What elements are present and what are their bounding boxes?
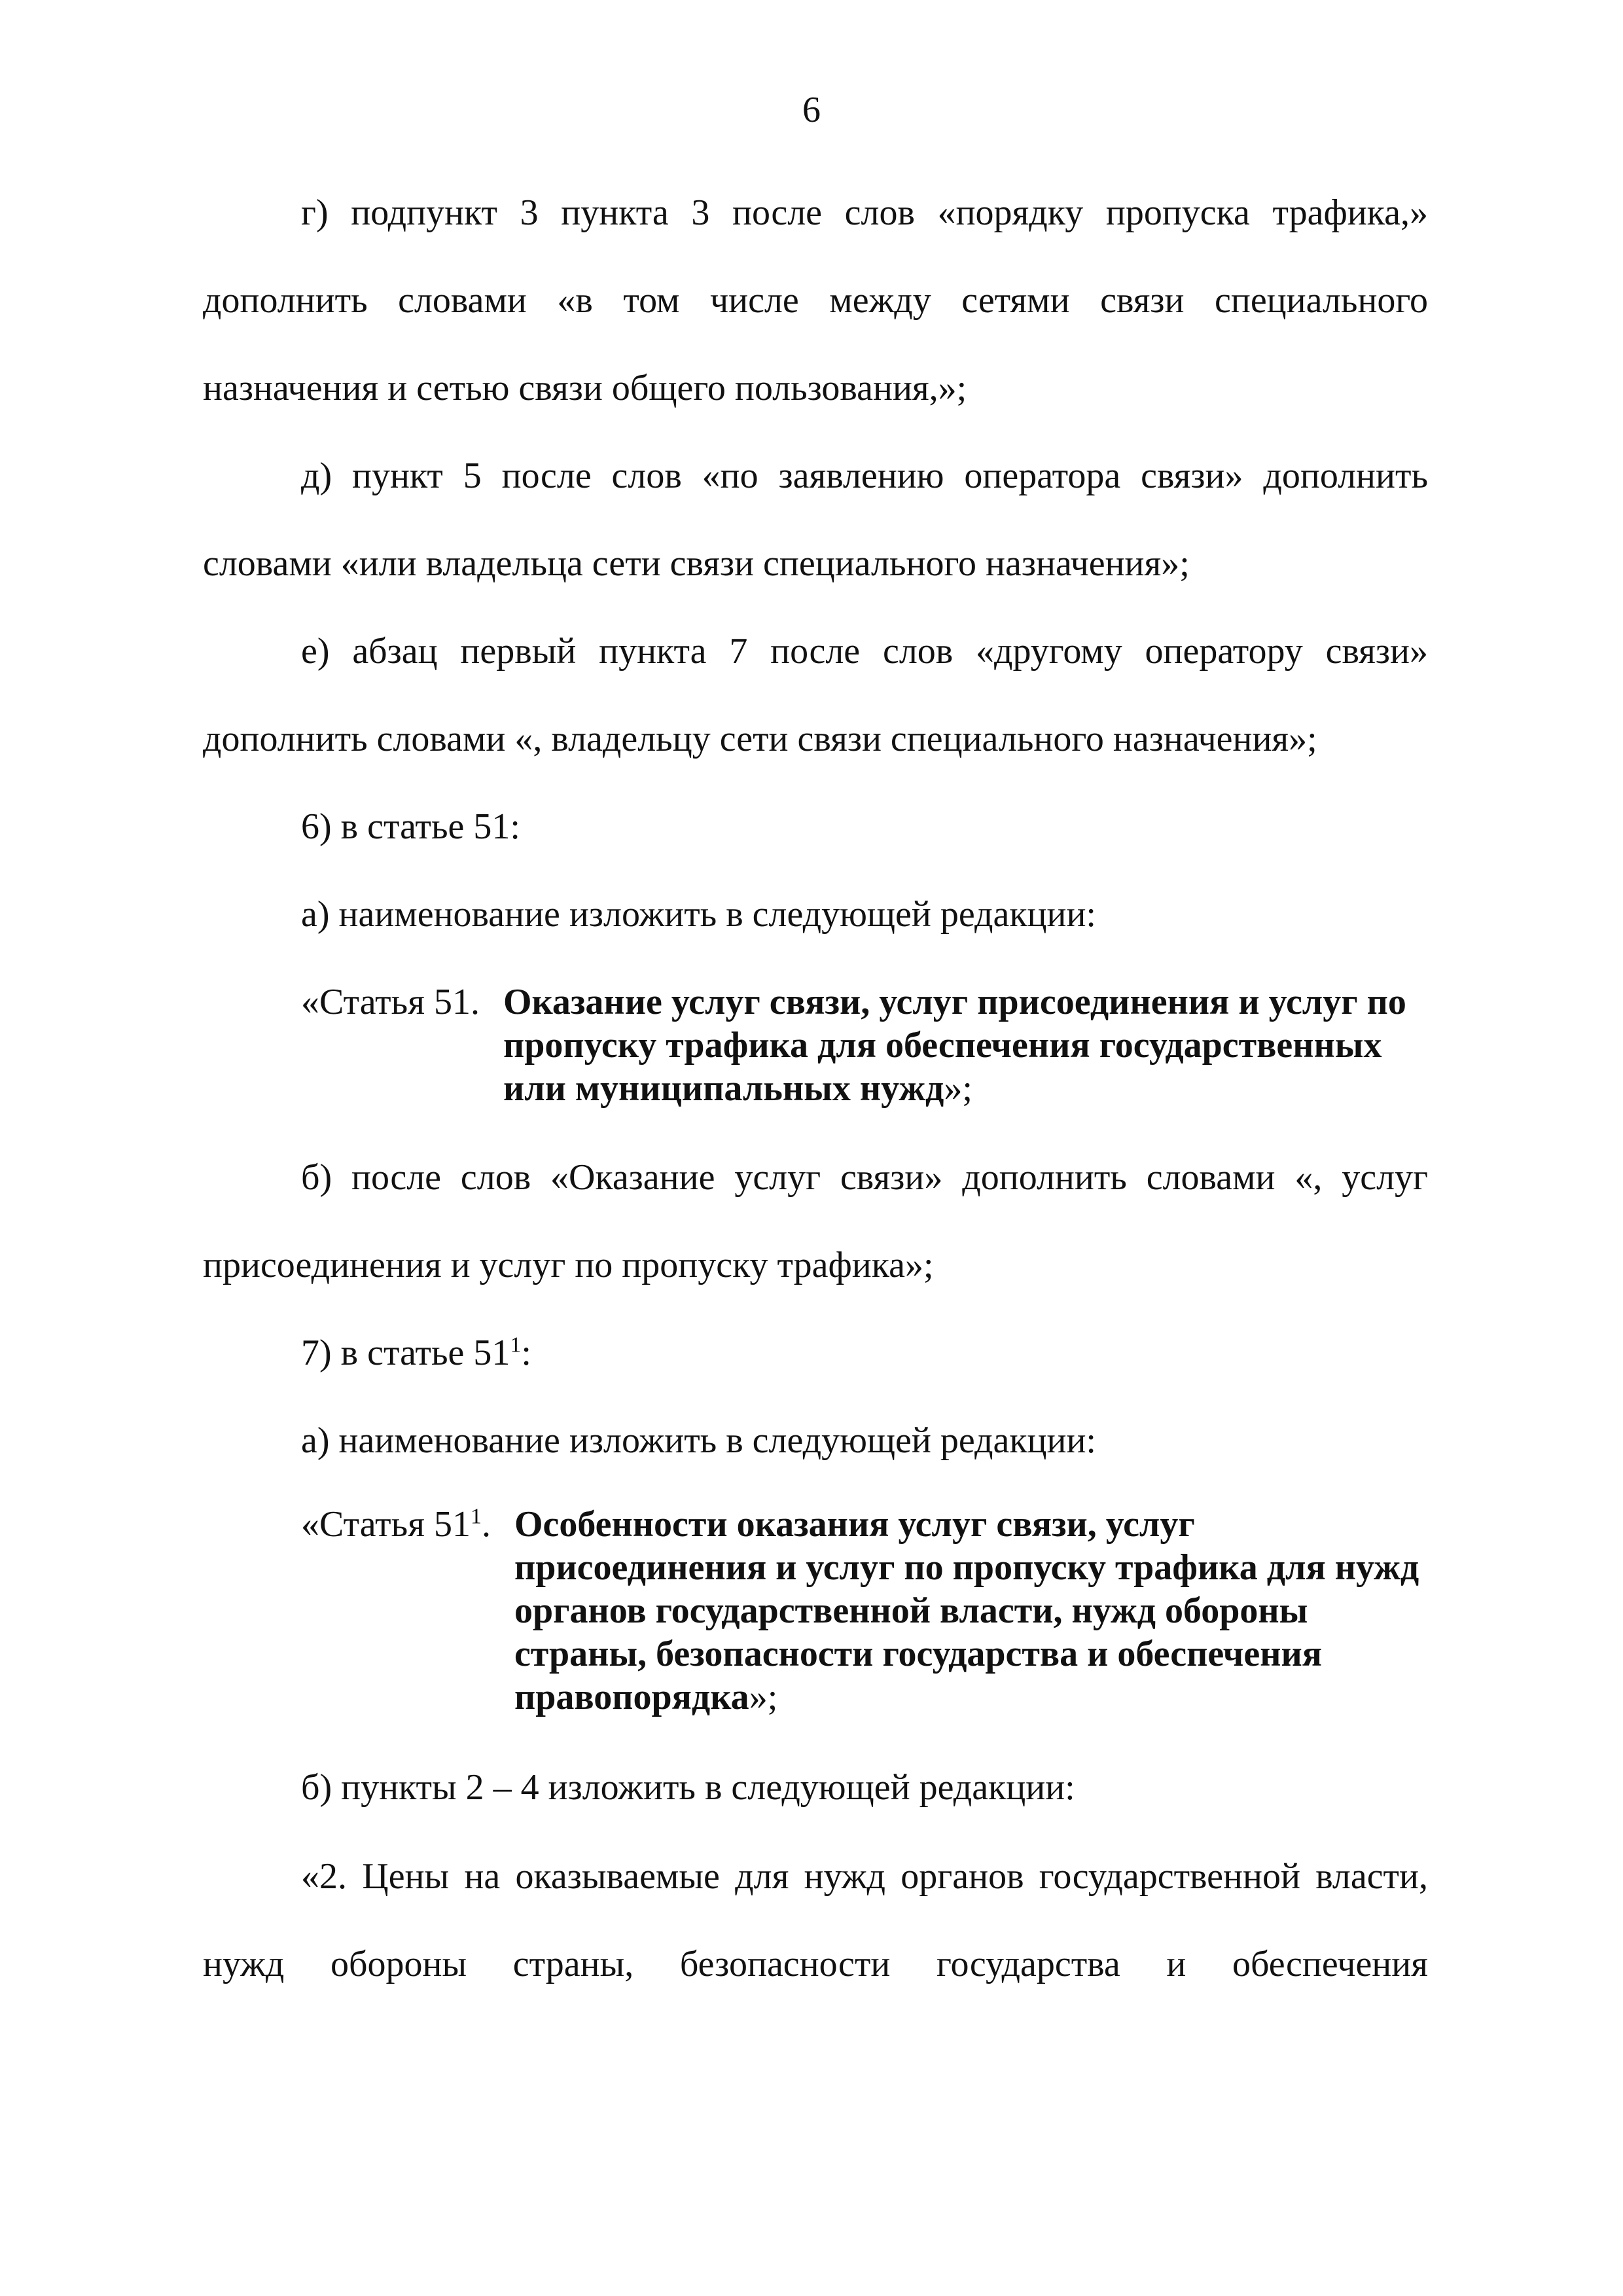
article-51-1-heading: [301, 1503, 1479, 1719]
paragraph-item-6a: а) наименование изложить в следующей редакции:: [301, 894, 1096, 935]
paragraph-point-2: «2. Цены на оказываемые для нужд органов государственной власти,: [301, 1856, 1428, 1897]
paragraph-d: д) пункт 5 после слов «по заявлению оператора связи» дополнить словами «или владельца сети связи специального назначения»;: [203, 456, 1428, 584]
paragraph-g: г) подпункт 3 пункта 3 после слов «порядку пропуска трафика,» дополнить словами «в том числе между сетями связи специального назначения и сетью связи общего пользования,»;: [203, 192, 1428, 408]
page-number: 6: [802, 90, 821, 130]
article-51-heading: [301, 980, 1479, 1110]
paragraph-item-6: 6) в статье 51:: [301, 806, 520, 847]
item-7-text: 7) в статье 51: [301, 1333, 510, 1373]
item-7-superscript: 1: [510, 1333, 522, 1357]
paragraph-e: е) абзац первый пункта 7 после слов «другому оператору связи» дополнить словами «, владельцу сети связи специального назначения»;: [203, 631, 1428, 759]
article-51-title-text: Оказание услуг связи, услуг присоединения и услуг по пропуску трафика для обеспечения государственных или муниципальных нужд: [503, 982, 1406, 1109]
paragraph-item-7b: б) пункты 2 – 4 изложить в следующей редакции:: [301, 1767, 1075, 1808]
article-51-1-label-dot: .: [481, 1504, 491, 1545]
article-51-label: «Статья 51.: [301, 982, 480, 1022]
article-51-title-close: »;: [944, 1068, 972, 1109]
article-51-1-title: [514, 1503, 1431, 1719]
article-51-1-superscript: 1: [470, 1504, 482, 1529]
paragraph-item-7: [203, 1309, 1428, 1397]
article-51-1-title-text: Особенности оказания услуг связи, услуг присоединения и услуг по пропуску трафика для нужд органов государственной власти, нужд обороны страны, безопасности государства и обеспечения правопорядка: [514, 1504, 1419, 1717]
article-51-title: [503, 980, 1419, 1110]
paragraph-item-7a: а) наименование изложить в следующей редакции:: [301, 1420, 1096, 1461]
article-51-1-label: [301, 1503, 491, 1546]
article-51-1-title-close: »;: [749, 1677, 778, 1717]
article-51-1-label-text: «Статья 51: [301, 1504, 471, 1545]
paragraph-item-6b: б) после слов «Оказание услуг связи» дополнить словами «, услуг присоединения и услуг по пропуску трафика»;: [203, 1157, 1428, 1285]
paragraph-point-2-cont: нужд обороны страны, безопасности государства и обеспечения: [203, 1944, 1428, 1984]
item-7-colon: :: [521, 1333, 531, 1373]
